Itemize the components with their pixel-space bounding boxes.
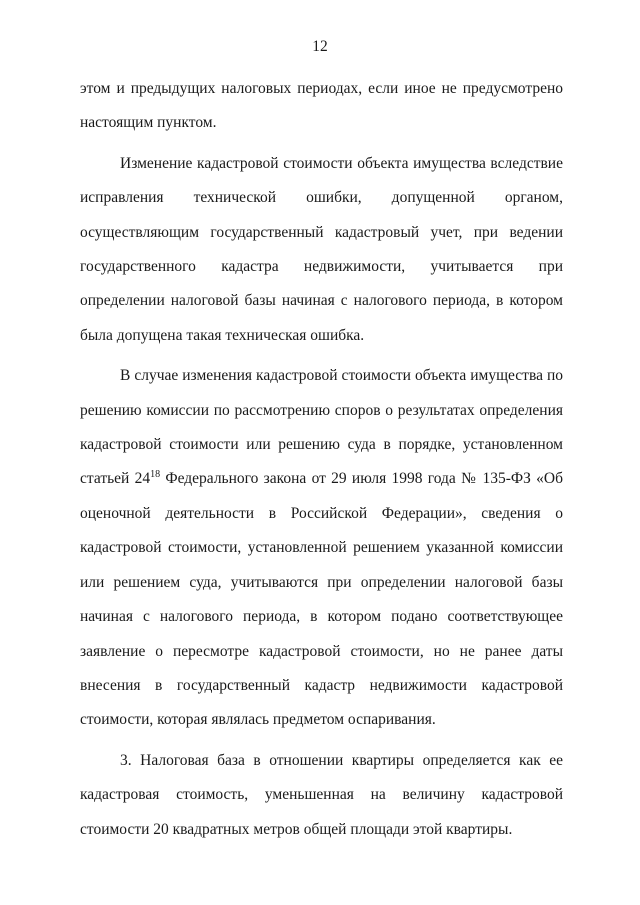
paragraph-cadastral-dispute	[80, 359, 563, 737]
paragraph-continuation: этом и предыдущих налоговых периодах, если иное не предусмотрено настоящим пунктом.	[80, 80, 563, 132]
paragraph-apartment-tax-base: 3. Налоговая база в отношении квартиры определяется как ее кадастровая стоимость, уменьшенная на величину кадастровой стоимости 20 квадратных метров общей площади этой квартиры.	[80, 751, 563, 838]
article-superscript: 18	[150, 469, 161, 481]
document-body	[80, 72, 563, 847]
page-number: 12	[312, 38, 328, 55]
paragraph-technical-error: Изменение кадастровой стоимости объекта имущества вследствие исправления технической ошибки, допущенной органом, осуществляющим государственный кадастровый учет, при ведении государственного кадастра недвижимости, учитывается при определении налоговой базы начиная с налогового периода, в котором была допущена такая техническая ошибка.	[80, 154, 563, 344]
paragraph-text-part: В случае изменения кадастровой стоимости объекта имущества по решению комиссии по рассмотрению споров о результатах определения кадастровой стоимости или решению суда в порядке, установленном статьей 24	[80, 367, 563, 488]
paragraph-text-part: Федерального закона от 29 июля 1998 года № 135-ФЗ «Об оценочной деятельности в Российской Федерации», сведения о кадастровой стоимости, установленной решением указанной комиссии или решением суда, учитываются при определении налоговой базы начиная с налогового периода, в котором подано соответствующее заявление о пересмотре кадастровой стоимости, но не ранее даты внесения в государственный кадастр недвижимости кадастровой стоимости, которая являлась предметом оспаривания.	[80, 470, 564, 729]
